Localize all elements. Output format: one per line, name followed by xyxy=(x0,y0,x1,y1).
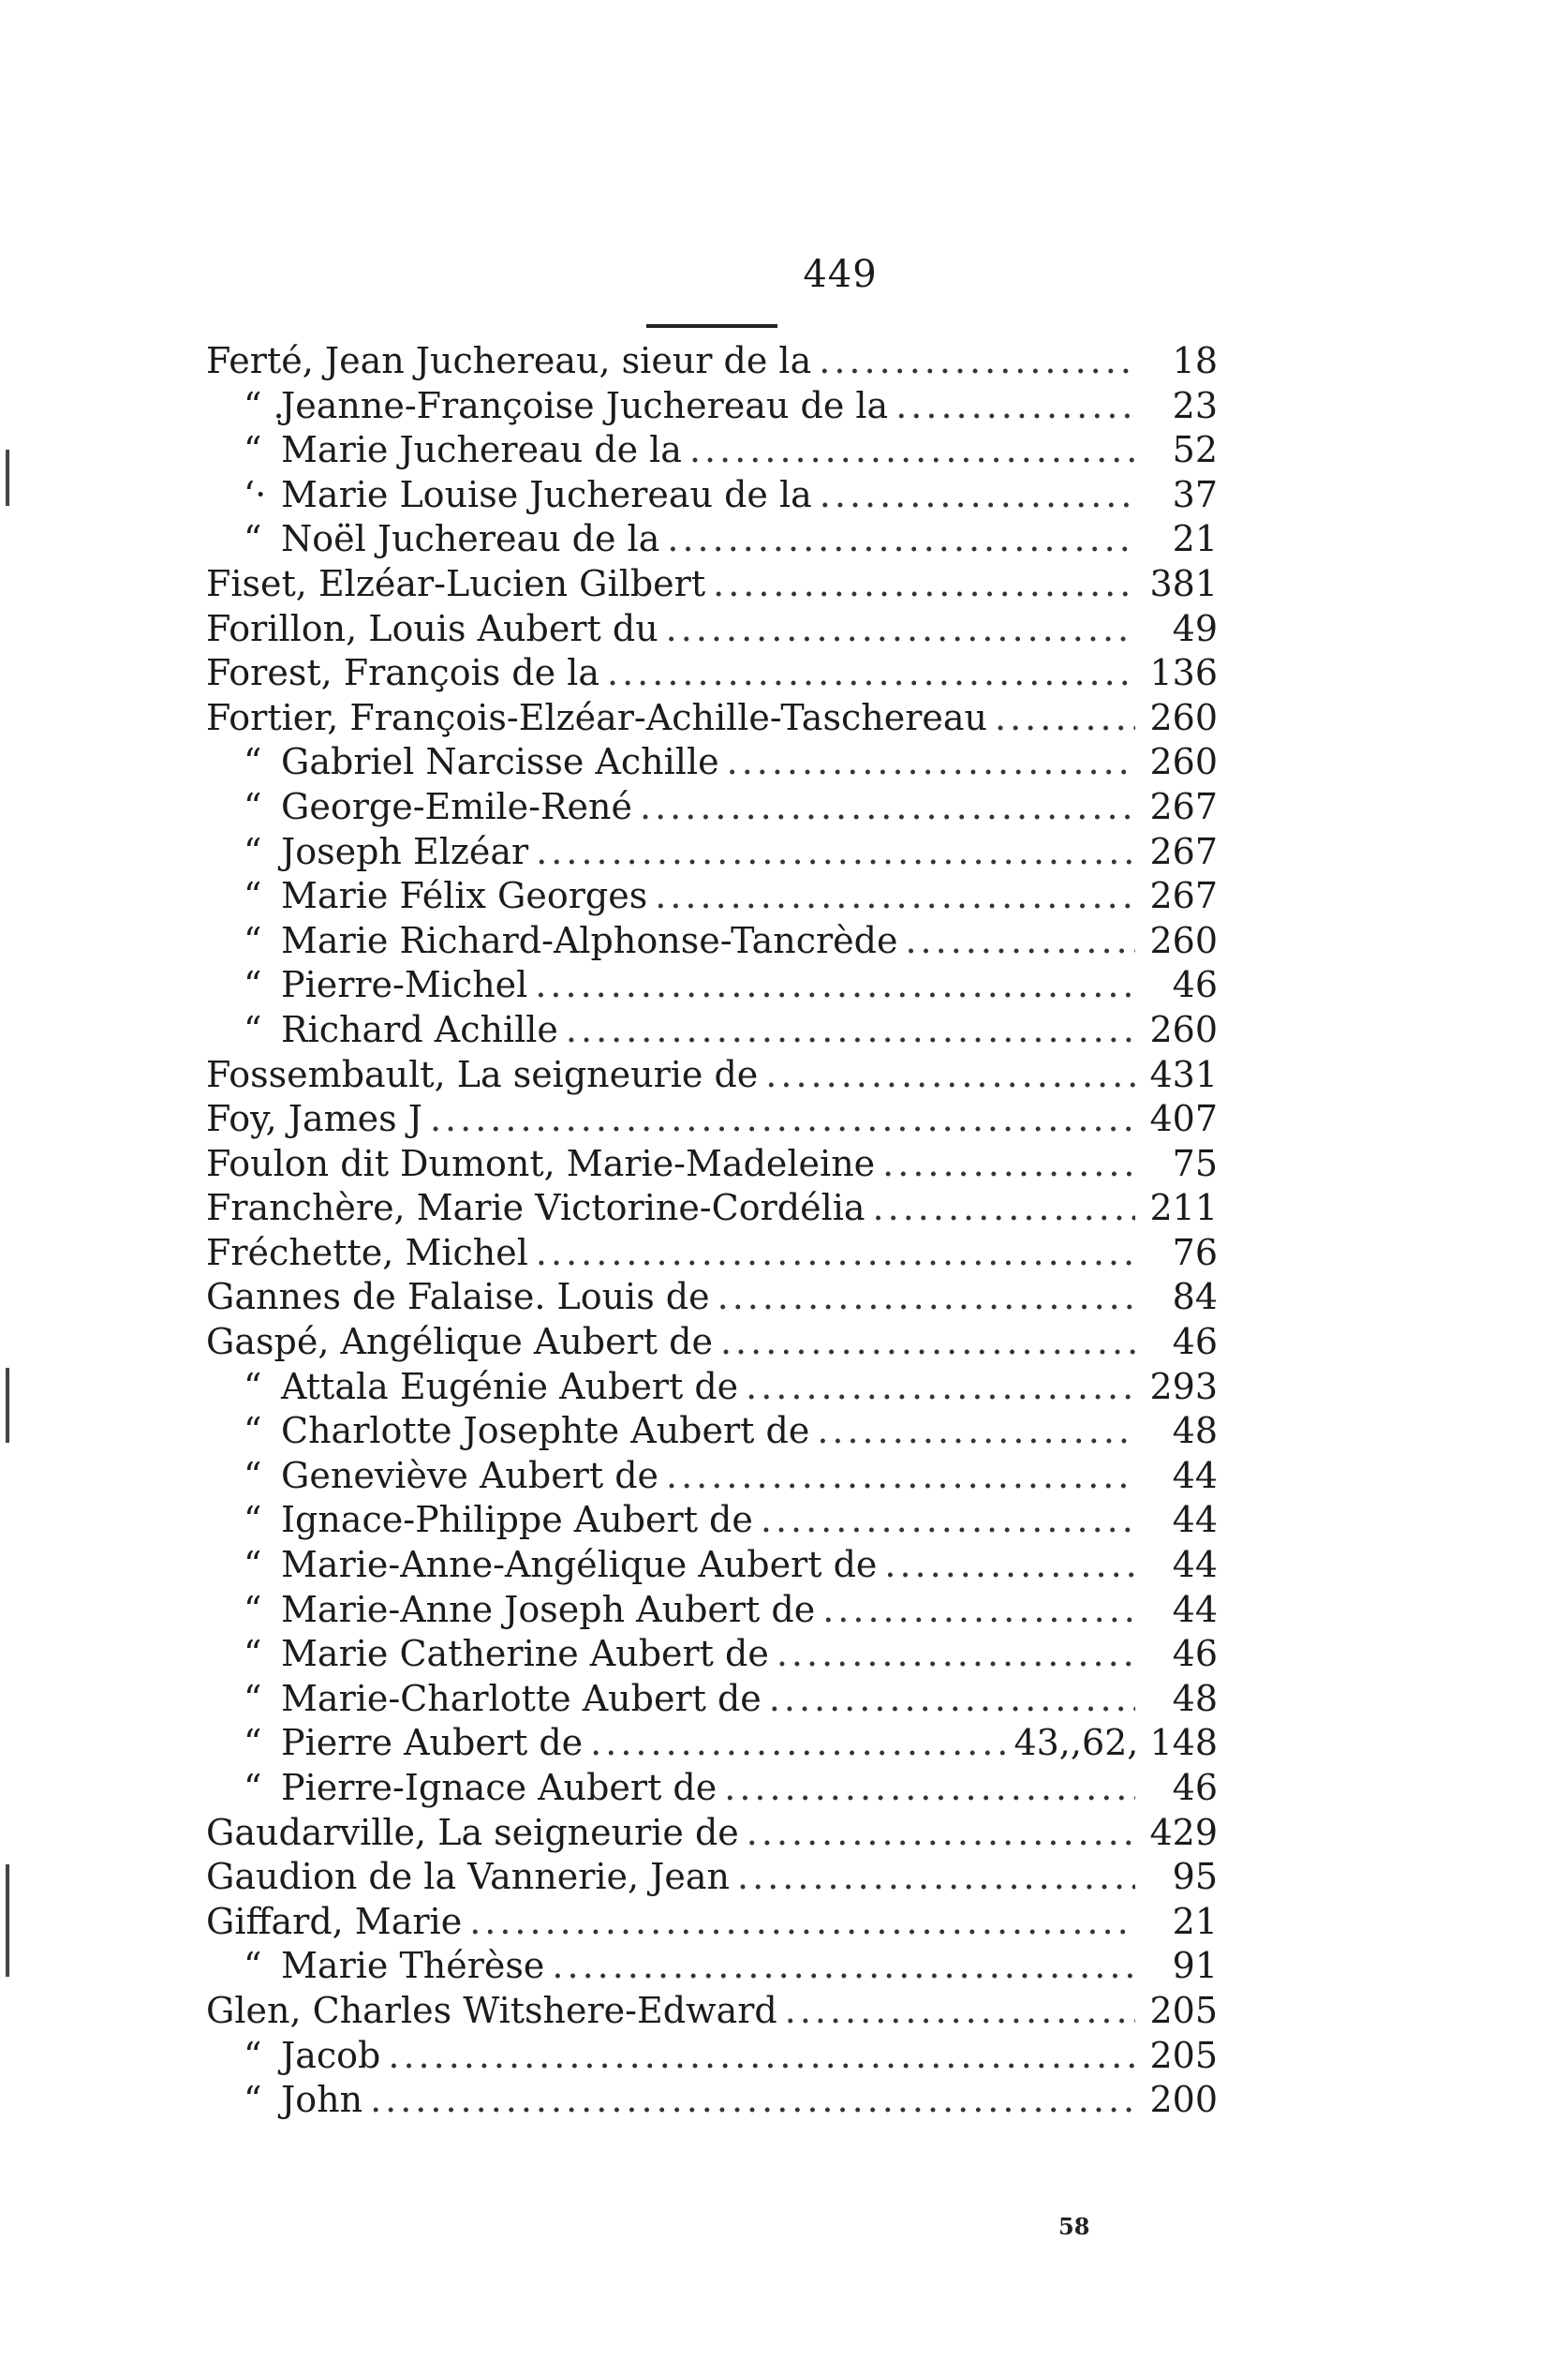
dot-leader xyxy=(689,428,1135,473)
entry-page-reference: 44 xyxy=(1172,1454,1218,1496)
ditto-mark: “ xyxy=(244,741,262,783)
dot-leader xyxy=(761,1498,1135,1543)
ditto-mark: “ xyxy=(244,1410,262,1452)
binding-edge-mark xyxy=(6,1368,9,1443)
dot-leader xyxy=(727,740,1135,785)
dot-leader xyxy=(720,1320,1135,1365)
entry-name: Foy, James J xyxy=(206,1098,422,1140)
dot-leader xyxy=(566,1008,1135,1053)
index-entry xyxy=(206,1944,1218,1989)
entry-name: Ignace-Philippe Aubert de xyxy=(281,1499,753,1541)
entry-page-reference: 200 xyxy=(1149,2079,1218,2121)
entry-page-reference: 407 xyxy=(1149,1098,1218,1140)
ditto-mark: “ xyxy=(244,1454,262,1496)
index-entry xyxy=(206,830,1218,875)
index-entry xyxy=(206,1677,1218,1722)
entry-page-reference: 429 xyxy=(1149,1811,1218,1853)
dot-leader xyxy=(817,1409,1135,1454)
dot-leader xyxy=(590,1721,1006,1766)
dot-leader xyxy=(552,1944,1135,1989)
entry-name: Fréchette, Michel xyxy=(206,1231,528,1273)
entry-page-reference: 48 xyxy=(1172,1410,1218,1452)
entry-page-reference: 75 xyxy=(1172,1142,1218,1184)
entry-page-reference: 44 xyxy=(1172,1544,1218,1586)
index-entry xyxy=(206,1721,1218,1766)
ditto-mark: “ xyxy=(244,2079,262,2121)
dot-leader xyxy=(765,1053,1135,1098)
entry-page-reference: 431 xyxy=(1149,1053,1218,1095)
entry-name: Pierre-Michel xyxy=(281,964,528,1006)
index-entry xyxy=(206,1454,1218,1499)
index-entry xyxy=(206,1989,1218,2034)
dot-leader xyxy=(819,339,1135,384)
entry-page-reference: 260 xyxy=(1149,741,1218,783)
index-entry xyxy=(206,607,1218,652)
entry-name: Pierre Aubert de xyxy=(281,1722,584,1764)
dot-leader xyxy=(666,607,1135,652)
index-entry xyxy=(206,2078,1218,2123)
index-entry xyxy=(206,963,1218,1008)
entry-name: John xyxy=(281,2079,363,2121)
index-entry xyxy=(206,696,1218,741)
dot-leader xyxy=(713,562,1135,607)
entry-page-reference: 23 xyxy=(1172,384,1218,426)
ditto-mark: “ xyxy=(244,1722,262,1764)
dot-leader xyxy=(388,2034,1135,2079)
entry-page-reference: 37 xyxy=(1172,473,1218,515)
index-entry xyxy=(206,562,1218,607)
entry-page-reference: 211 xyxy=(1149,1187,1218,1229)
entry-name: Marie Catherine Aubert de xyxy=(281,1633,769,1675)
entry-name: Marie Thérèse xyxy=(281,1945,545,1987)
dot-leader xyxy=(822,1588,1135,1633)
entry-name: George-Emile-René xyxy=(281,785,633,827)
entry-page-reference: 91 xyxy=(1172,1945,1218,1987)
dot-leader xyxy=(717,1275,1135,1320)
dot-leader xyxy=(785,1989,1135,2034)
entry-page-reference: 267 xyxy=(1149,785,1218,827)
ditto-mark: “ xyxy=(244,1677,262,1719)
entry-page-reference: 21 xyxy=(1172,518,1218,560)
entry-name: Joseph Elzéar xyxy=(281,830,529,872)
entry-name: Gannes de Falaise. Louis de xyxy=(206,1276,710,1318)
entry-name: Marie Juchereau de la xyxy=(281,429,682,471)
index-entry xyxy=(206,1097,1218,1142)
entry-name: Fiset, Elzéar-Lucien Gilbert xyxy=(206,562,706,604)
index-entry xyxy=(206,1186,1218,1231)
entry-name: Charlotte Josephte Aubert de xyxy=(281,1410,810,1452)
index-entry xyxy=(206,1053,1218,1098)
entry-name: Jacob xyxy=(281,2034,381,2076)
entry-page-reference: 44 xyxy=(1172,1588,1218,1630)
entry-name: Geneviève Aubert de xyxy=(281,1454,659,1496)
entry-name: Giffard, Marie xyxy=(206,1900,463,1942)
index-entry xyxy=(206,2034,1218,2079)
ditto-mark: “ xyxy=(244,429,262,471)
entry-page-reference: 52 xyxy=(1172,429,1218,471)
header-rule xyxy=(646,324,777,328)
entry-page-reference: 205 xyxy=(1149,1989,1218,2031)
index-entry xyxy=(206,1855,1218,1900)
index-entry xyxy=(206,1365,1218,1410)
index-entry xyxy=(206,1498,1218,1543)
entry-name: Gabriel Narcisse Achille xyxy=(281,741,719,783)
index-entry xyxy=(206,919,1218,964)
binding-edge-mark xyxy=(6,450,9,506)
entry-page-reference: 46 xyxy=(1172,1321,1218,1363)
index-list xyxy=(206,339,1218,2123)
entry-page-reference: 18 xyxy=(1172,340,1218,381)
entry-name: Marie-Anne-Angélique Aubert de xyxy=(281,1544,878,1586)
dot-leader xyxy=(884,1543,1135,1588)
index-entry xyxy=(206,1811,1218,1856)
entry-name: Marie-Anne Joseph Aubert de xyxy=(281,1588,816,1630)
ditto-mark: “ xyxy=(244,1588,262,1630)
ditto-mark: “ . xyxy=(244,384,285,426)
index-entry xyxy=(206,1900,1218,1945)
ditto-mark: “ xyxy=(244,1633,262,1675)
entry-page-reference: 293 xyxy=(1149,1365,1218,1407)
entry-page-reference: 267 xyxy=(1149,830,1218,872)
entry-page-reference: 260 xyxy=(1149,919,1218,961)
entry-page-reference: 49 xyxy=(1172,607,1218,649)
entry-page-reference: 260 xyxy=(1149,696,1218,738)
dot-leader xyxy=(536,1231,1135,1276)
ditto-mark: “ xyxy=(244,2034,262,2076)
entry-page-reference: 84 xyxy=(1172,1276,1218,1318)
dot-leader xyxy=(536,830,1135,875)
index-entry xyxy=(206,473,1218,518)
dot-leader xyxy=(724,1766,1135,1811)
ditto-mark: “ xyxy=(244,919,262,961)
index-entry xyxy=(206,785,1218,830)
ditto-mark: “ xyxy=(244,785,262,827)
ditto-mark: “ xyxy=(244,518,262,560)
index-entry xyxy=(206,1275,1218,1320)
index-entry xyxy=(206,740,1218,785)
dot-leader xyxy=(820,473,1135,518)
entry-page-reference: 46 xyxy=(1172,1633,1218,1675)
dot-leader xyxy=(995,696,1135,741)
page-number: 449 xyxy=(803,253,878,296)
dot-leader xyxy=(655,874,1135,919)
dot-leader xyxy=(666,1454,1135,1499)
entry-page-reference: 205 xyxy=(1149,2034,1218,2076)
entry-name: Glen, Charles Witshere-Edward xyxy=(206,1989,777,2031)
entry-name: Gaspé, Angélique Aubert de xyxy=(206,1321,713,1363)
ditto-mark: “ xyxy=(244,1499,262,1541)
dot-leader xyxy=(882,1142,1135,1187)
index-entry xyxy=(206,428,1218,473)
dot-leader xyxy=(607,651,1135,696)
entry-name: Fossembault, La seigneurie de xyxy=(206,1053,759,1095)
entry-name: Pierre-Ignace Aubert de xyxy=(281,1767,717,1808)
entry-name: Ferté, Jean Juchereau, sieur de la xyxy=(206,340,812,381)
entry-name: Attala Eugénie Aubert de xyxy=(281,1365,739,1407)
entry-name: Marie Richard-Alphonse-Tancrède xyxy=(281,919,898,961)
index-entry xyxy=(206,1409,1218,1454)
entry-name: Forillon, Louis Aubert du xyxy=(206,607,658,649)
dot-leader xyxy=(777,1632,1135,1677)
entry-name: Gaudion de la Vannerie, Jean xyxy=(206,1856,731,1898)
dot-leader xyxy=(895,384,1135,429)
ditto-mark: ‘· xyxy=(244,473,267,515)
index-entry xyxy=(206,874,1218,919)
index-entry xyxy=(206,1008,1218,1053)
entry-page-reference: 21 xyxy=(1172,1900,1218,1942)
ditto-mark: “ xyxy=(244,1365,262,1407)
entry-page-reference: 76 xyxy=(1172,1231,1218,1273)
dot-leader xyxy=(535,963,1135,1008)
index-entry xyxy=(206,1543,1218,1588)
index-entry xyxy=(206,1588,1218,1633)
entry-name: Franchère, Marie Victorine-Cordélia xyxy=(206,1187,865,1229)
entry-page-reference: 46 xyxy=(1172,964,1218,1006)
dot-leader xyxy=(737,1855,1135,1900)
entry-name: Marie-Charlotte Aubert de xyxy=(281,1677,762,1719)
entry-name: Marie Félix Georges xyxy=(281,875,648,917)
entry-name: Gaudarville, La seigneurie de xyxy=(206,1811,739,1853)
dot-leader xyxy=(747,1811,1135,1856)
entry-page-reference: 43,,62, 148 xyxy=(1013,1722,1218,1764)
entry-name: Forest, François de la xyxy=(206,652,600,694)
entry-page-reference: 136 xyxy=(1149,652,1218,694)
dot-leader xyxy=(873,1186,1135,1231)
index-entry xyxy=(206,1766,1218,1811)
index-entry xyxy=(206,651,1218,696)
ditto-mark: “ xyxy=(244,830,262,872)
entry-page-reference: 48 xyxy=(1172,1677,1218,1719)
ditto-mark: “ xyxy=(244,1544,262,1586)
index-entry xyxy=(206,339,1218,384)
entry-page-reference: 267 xyxy=(1149,875,1218,917)
entry-page-reference: 260 xyxy=(1149,1008,1218,1050)
index-entry xyxy=(206,384,1218,429)
dot-leader xyxy=(370,2078,1135,2123)
dot-leader xyxy=(640,785,1135,830)
entry-page-reference: 44 xyxy=(1172,1499,1218,1541)
entry-page-reference: 381 xyxy=(1149,562,1218,604)
entry-name: Jeanne-Françoise Juchereau de la xyxy=(281,384,889,426)
entry-name: Noël Juchereau de la xyxy=(281,518,660,560)
entry-page-reference: 46 xyxy=(1172,1767,1218,1808)
index-entry xyxy=(206,1142,1218,1187)
dot-leader xyxy=(769,1677,1135,1722)
entry-name: Foulon dit Dumont, Marie-Madeleine xyxy=(206,1142,876,1184)
dot-leader xyxy=(905,919,1135,964)
entry-name: Fortier, François-Elzéar-Achille-Taschereau xyxy=(206,696,987,738)
index-entry xyxy=(206,1632,1218,1677)
ditto-mark: “ xyxy=(244,1945,262,1987)
index-entry xyxy=(206,1320,1218,1365)
binding-edge-mark xyxy=(6,1864,9,1977)
signature-mark: 58 xyxy=(1058,2213,1090,2240)
dot-leader xyxy=(430,1097,1135,1142)
dot-leader xyxy=(667,517,1135,562)
dot-leader xyxy=(469,1900,1135,1945)
ditto-mark: “ xyxy=(244,875,262,917)
entry-page-reference: 95 xyxy=(1172,1856,1218,1898)
index-entry xyxy=(206,1231,1218,1276)
entry-name: Marie Louise Juchereau de la xyxy=(281,473,812,515)
ditto-mark: “ xyxy=(244,1767,262,1808)
ditto-mark: “ xyxy=(244,964,262,1006)
entry-name: Richard Achille xyxy=(281,1008,558,1050)
dot-leader xyxy=(746,1365,1135,1410)
ditto-mark: “ xyxy=(244,1008,262,1050)
index-entry xyxy=(206,517,1218,562)
